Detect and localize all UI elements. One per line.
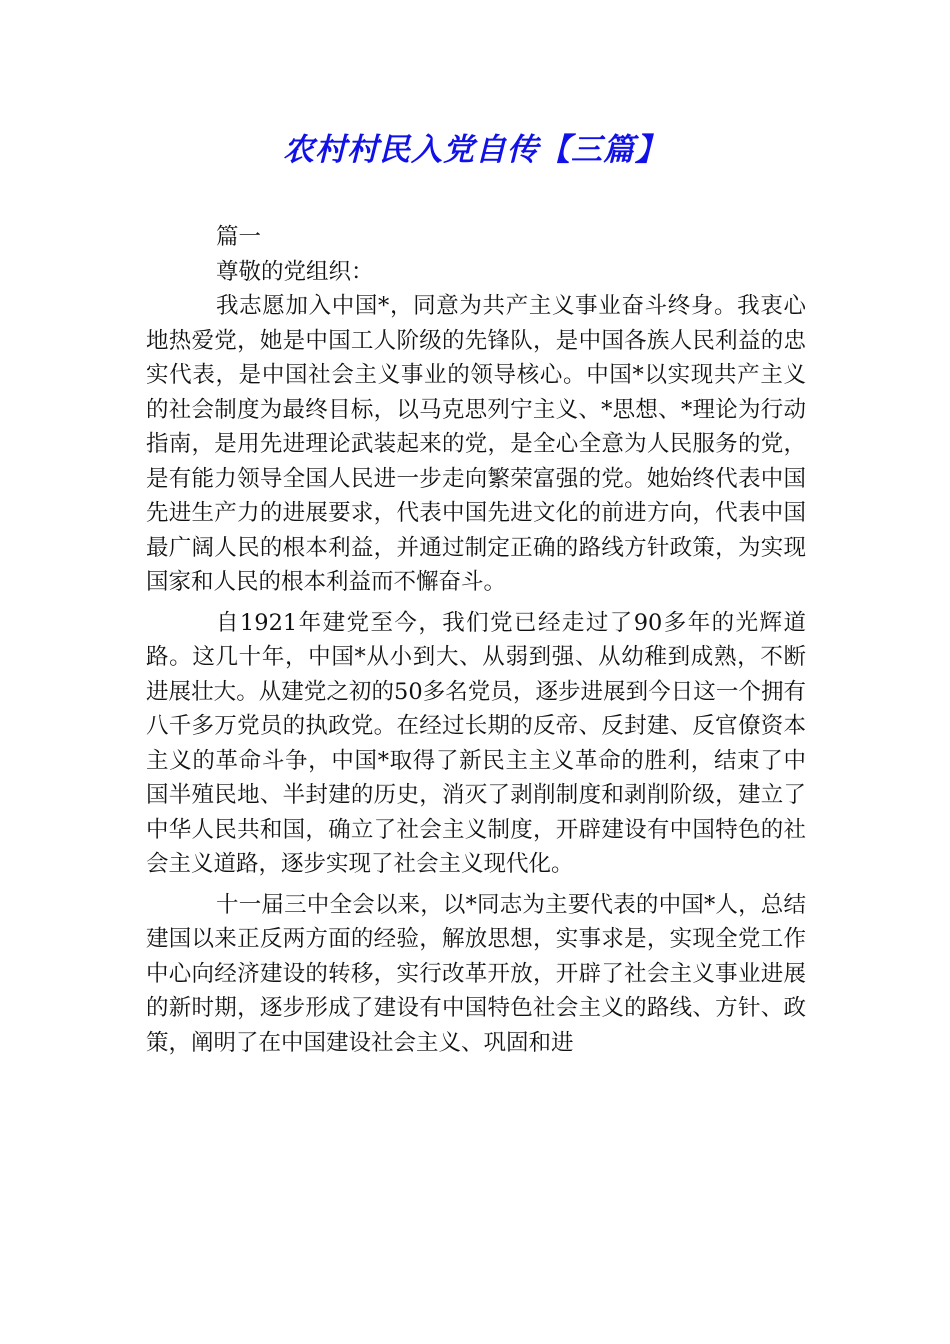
salutation: 尊敬的党组织： [216, 258, 374, 285]
section-heading: 篇一 [216, 224, 262, 250]
document-title: 农村村民入党自传【三篇】 [283, 132, 667, 168]
paragraph: 我志愿加入中国*，同意为共产主义事业奋斗终身。我衷心地热爱党，她是中国工人阶级的先锋队，是中国各族人民利益的忠实代表，是中国社会主义事业的领导核心。中国*以实现共产主义的社会制度为最终目标，以马克思列宁主义、*思想、*理论为行动指南，是用先进理论武装起来的党，是全心全意为人民服务的党，是有能力领导全国人民进一步走向繁荣富强的党。她始终代表中国先进生产力的进展要求，代表中国先进文化的前进方向，代表中国最广阔人民的根本利益，并通过制定正确的路线方针政策，为实现国家和人民的根本利益而不懈奋斗。 [146, 293, 806, 595]
paragraph: 十一届三中全会以来，以*同志为主要代表的中国*人，总结建国以来正反两方面的经验，解放思想，实事求是，实现全党工作中心向经济建设的转移，实行改革开放，开辟了社会主义事业进展的新时期，逐步形成了建设有中国特色社会主义的路线、方针、政策，阐明了在中国建设社会主义、巩固和进 [146, 891, 806, 1056]
paragraph: 自1921年建党至今，我们党已经走过了90多年的光辉道路。这几十年，中国*从小到大、从弱到强、从幼稚到成熟，不断进展壮大。从建党之初的50多名党员，逐步进展到今日这一个拥有八千多万党员的执政党。在经过长期的反帝、反封建、反官僚资本主义的革命斗争，中国*取得了新民主主义革命的胜利，结束了中国半殖民地、半封建的历史，消灭了剥削制度和剥削阶级，建立了中华人民共和国，确立了社会主义制度，开辟建设有中国特色的社会主义道路，逐步实现了社会主义现代化。 [146, 609, 806, 877]
document-body [146, 220, 806, 1060]
